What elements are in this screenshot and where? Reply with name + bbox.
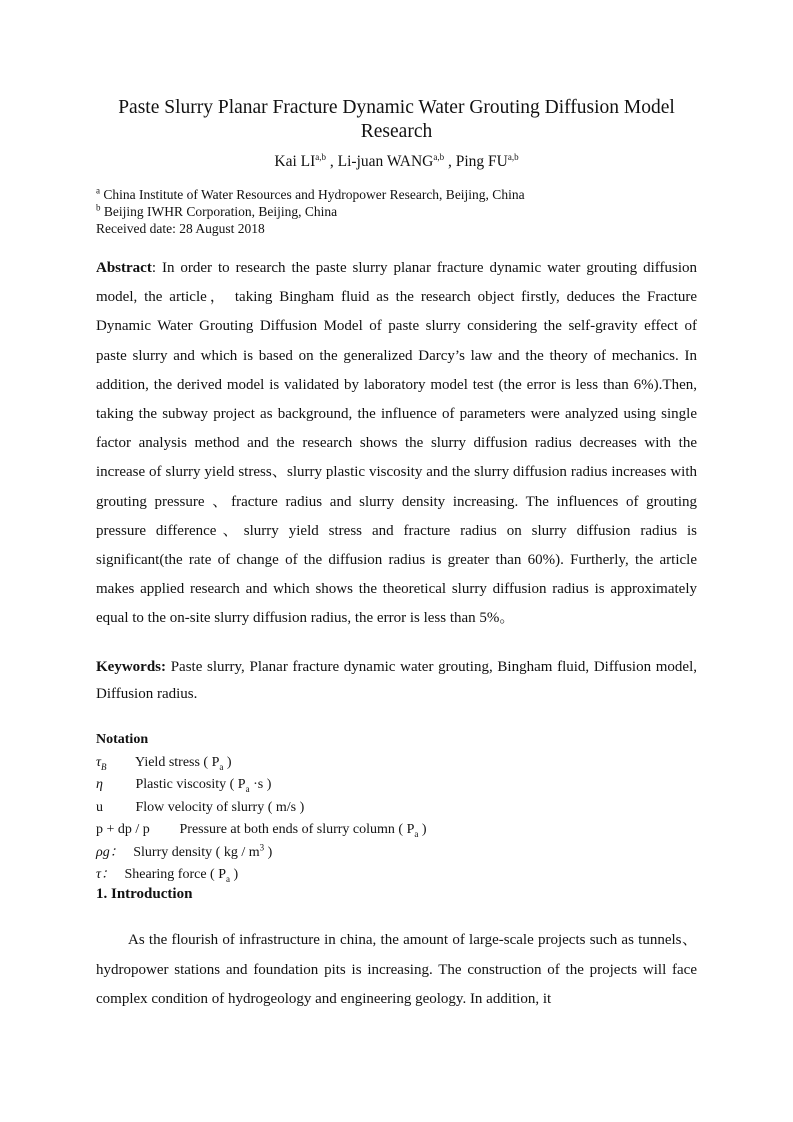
notation-row: [96, 774, 697, 797]
notation-description: Slurry density (: [133, 844, 221, 860]
notation-unit: kg / $m^3$ ): [223, 841, 273, 860]
author-name: Li-juan WANG: [337, 153, 434, 170]
abstract-text: In order to research the paste slurry planar fracture dynamic water grouting diffusion model, the article， taking Bingham fluid as the research object firstly, deduces the Fracture Dynamic Water Grouting Diffusion Model of paste slurry considering the self-gravity effect of paste slurry and which is based on the generalized Darcy’s law and the theory of mechanics. In addition, the derived model is validated by laboratory model test (the error is less than 6%).Then, taking the subway project as background, the influence of parameters were analyzed using single factor analysis method and the research shows the slurry diffusion radius decreases with the increase of slurry yield stress、slurry plastic viscosity and the slurry diffusion radius increases with grouting pressure 、fracture radius and slurry density increasing. The influences of grouting pressure difference、slurry yield stress and fracture radius on slurry diffusion radius is significant(the rate of change of the diffusion radius is greater than 60%). Furtherly, the article makes applied research and which shows the theoretical slurry diffusion radius is approximately equal to the on-site slurry diffusion radius, the error is less than 5%。: [96, 260, 698, 627]
notation-unit: $P_a$ ): [218, 867, 239, 884]
abstract: Abstract: In order to research the paste slurry planar fracture dynamic water grouting diffusion model, the article， taking Bingham fluid as the research object firstly, deduces the Fracture Dynamic Water Grouting Diffusion Model of paste slurry considering the self-gravity effect of paste slurry and which is based on the generalized Darcy’s law and the theory of mechanics. In addition, the derived model is validated by laboratory model test (the error is less than 6%).Then, taking the subway project as background, the influence of parameters were analyzed using single factor analysis method and the research shows the slurry diffusion radius decreases with the increase of slurry yield stress、slurry plastic viscosity and the slurry diffusion radius increases with grouting pressure 、fracture radius and slurry density increasing. The influences of grouting pressure difference、slurry yield stress and fracture radius on slurry diffusion radius is significant(the rate of change of the diffusion radius is greater than 60%). Furtherly, the article makes applied research and which shows the theoretical slurry diffusion radius is approximately equal to the on-site slurry diffusion radius, the error is less than 5%。: [96, 260, 698, 627]
section-heading-introduction: 1. Introduction: [96, 886, 193, 902]
affiliations: [96, 186, 697, 237]
notation-description: Pressure at both ends of slurry column (: [179, 822, 404, 837]
received-date: Received date: 28 August 2018: [96, 221, 265, 236]
notation-heading: Notation: [96, 732, 149, 747]
author-affiliation-mark: a,b: [433, 151, 445, 162]
author-affiliation-mark: a,b: [507, 151, 519, 162]
notation-symbol: u: [96, 799, 103, 815]
notation-row: [96, 819, 697, 842]
affiliation-mark: a: [96, 185, 100, 196]
paper-title: Paste Slurry Planar Fracture Dynamic Water Grouting Diffusion Model Research: [118, 97, 675, 142]
notation-row: [96, 752, 697, 775]
author-line: Kai LI$^{a,b}$ , Li-juan WANG$^{a,b}$ , Ping FU$^{a,b}$: [274, 151, 519, 170]
notation-symbol: p + dp / p: [96, 822, 150, 837]
notation-unit: $P_a$ ): [406, 822, 427, 839]
notation-symbol: η: [96, 777, 103, 792]
notation-row: [96, 797, 697, 820]
affiliation-mark: b: [96, 202, 101, 213]
notation-row: [96, 842, 697, 865]
introduction-paragraph: As the flourish of infrastructure in china, the amount of large-scale projects such as tunnels、hydropower stations and foundation pits is increasing. The construction of the projects will face complex condition of hydrogeology and engineering geology. In addition, it: [96, 932, 697, 1008]
abstract-label: Abstract: [96, 260, 152, 276]
affiliation-text: Beijing IWHR Corporation, Beijing, China: [103, 204, 338, 219]
notation-symbol: $\tau_B$: [96, 754, 107, 772]
author-affiliation-mark: a,b: [315, 151, 327, 162]
affiliation-item: [96, 186, 697, 203]
notation-unit: m/s ): [275, 799, 305, 815]
notation-description: Shearing force (: [124, 867, 215, 882]
notation-section: [96, 729, 697, 887]
notation-description: Plastic viscosity (: [135, 777, 235, 792]
author-name: Ping FU: [455, 153, 508, 170]
keywords: [96, 654, 697, 708]
author-name: Kai LI: [274, 153, 316, 170]
notation-symbol: τ：: [96, 867, 116, 882]
affiliation-text: China Institute of Water Resources and Hydropower Research, Beijing, China: [103, 187, 525, 202]
notation-description: Flow velocity of slurry (: [135, 799, 273, 815]
notation-symbol: ρg：: [96, 844, 124, 860]
keywords-label: Keywords:: [96, 659, 166, 675]
notation-unit: $P_a$ ): [211, 754, 232, 772]
notation-description: Yield stress (: [134, 754, 209, 770]
notation-unit: $P_a \cdot s$ ): [237, 777, 272, 794]
affiliation-item: [96, 203, 697, 220]
keywords-text: Paste slurry, Planar fracture dynamic water grouting, Bingham fluid, Diffusion model, Diffusion radius.: [96, 659, 697, 702]
